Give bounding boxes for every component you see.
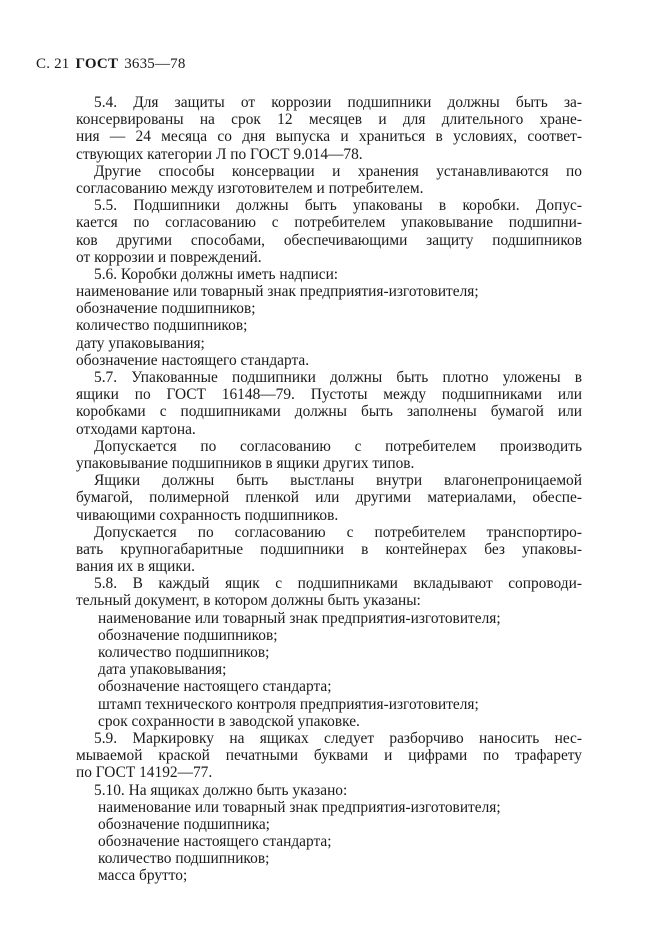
text-line: коробками с подшипниками должны быть заполнены бумагой или xyxy=(76,403,582,421)
text-line: обозначение подшипника; xyxy=(98,815,270,833)
text-line: количество подшипников; xyxy=(98,850,270,868)
text-line: по ГОСТ 14192—77. xyxy=(76,764,213,782)
text-line: обозначение настоящего стандарта; xyxy=(98,678,332,696)
text-line: 5.5. Подшипники должны быть упакованы в коробки. Допус- xyxy=(94,197,582,215)
text-line: Допускается по согласованию с потребителем производить xyxy=(94,437,582,455)
text-line: дата упаковывания; xyxy=(98,661,227,679)
page-number: С. 21 xyxy=(36,56,70,72)
text-line: от коррозии и повреждений. xyxy=(76,248,262,266)
text-line: 5.9. Маркировку на ящиках следует разборчиво наносить нес- xyxy=(94,729,582,747)
text-line: количество подшипников; xyxy=(76,317,248,335)
text-line: упаковывание подшипников в ящики других типов. xyxy=(76,454,415,472)
standard-number: 3635—78 xyxy=(124,56,186,72)
text-line: согласованию между изготовителем и потребителем. xyxy=(76,179,424,197)
text-line: наименование или товарный знак предприятия-изготовителя; xyxy=(76,283,479,301)
document-body xyxy=(76,94,582,885)
text-line: Допускается по согласованию с потребителем транспортиро- xyxy=(94,523,582,541)
text-line: 5.6. Коробки должны иметь надписи: xyxy=(94,265,339,283)
text-line: наименование или товарный знак предприятия-изготовителя; xyxy=(98,609,501,627)
text-line: ящики по ГОСТ 16148—79. Пустоты между подшипниками или xyxy=(76,386,582,404)
text-line: Ящики должны быть выстланы внутри влагонепроницаемой xyxy=(94,472,582,490)
text-line: тельный документ, в котором должны быть указаны: xyxy=(76,592,421,610)
text-line: дату упаковывания; xyxy=(76,334,205,352)
text-line: количество подшипников; xyxy=(98,644,270,661)
text-line: ков другими способами, обеспечивающими защиту подшипников xyxy=(76,231,582,249)
text-line: наименование или товарный знак предприятия-изготовителя; xyxy=(98,798,501,816)
text-line: 5.7. Упакованные подшипники должны быть плотно уложены в xyxy=(94,369,582,386)
text-line: срок сохранности в заводской упаковке. xyxy=(98,712,360,730)
text-line: чивающими сохранность подшипников. xyxy=(76,506,339,524)
text-line: обозначение подшипников; xyxy=(98,626,278,644)
text-line: консервированы на срок 12 месяцев и для длительного хране- xyxy=(76,111,582,129)
text-line: обозначение подшипников; xyxy=(76,300,256,318)
text-line: мываемой краской печатными буквами и цифрами по трафарету xyxy=(76,747,582,765)
text-line: кается по согласованию с потребителем упаковывание подшипни- xyxy=(76,214,582,232)
text-line: штамп технического контроля предприятия-изготовителя; xyxy=(98,695,479,713)
text-line: бумагой, полимерной пленкой или другими материалами, обеспе- xyxy=(76,489,582,507)
text-line: Другие способы консервации и хранения устанавливаются по xyxy=(94,162,582,180)
text-line: отходами картона. xyxy=(76,420,196,438)
text-line: 5.4. Для защиты от коррозии подшипники должны быть за- xyxy=(94,94,582,111)
standard-label: ГОСТ xyxy=(75,56,119,72)
text-line: масса брутто; xyxy=(98,867,188,885)
text-line: ствующих категории Л по ГОСТ 9.014—78. xyxy=(76,145,363,163)
text-line: обозначение настоящего стандарта; xyxy=(98,833,332,851)
text-line: вать крупногабаритные подшипники в контейнерах без упаковы- xyxy=(76,540,582,558)
text-line: ния — 24 месяца со дня выпуска и храниться в условиях, соответ- xyxy=(76,128,582,146)
page-header xyxy=(36,56,186,73)
text-line: 5.8. В каждый ящик с подшипниками вкладывают сопроводи- xyxy=(94,575,582,593)
text-line: обозначение настоящего стандарта. xyxy=(76,351,310,369)
text-line: 5.10. На ящиках должно быть указано: xyxy=(94,781,348,799)
text-line: вания их в ящики. xyxy=(76,558,195,576)
